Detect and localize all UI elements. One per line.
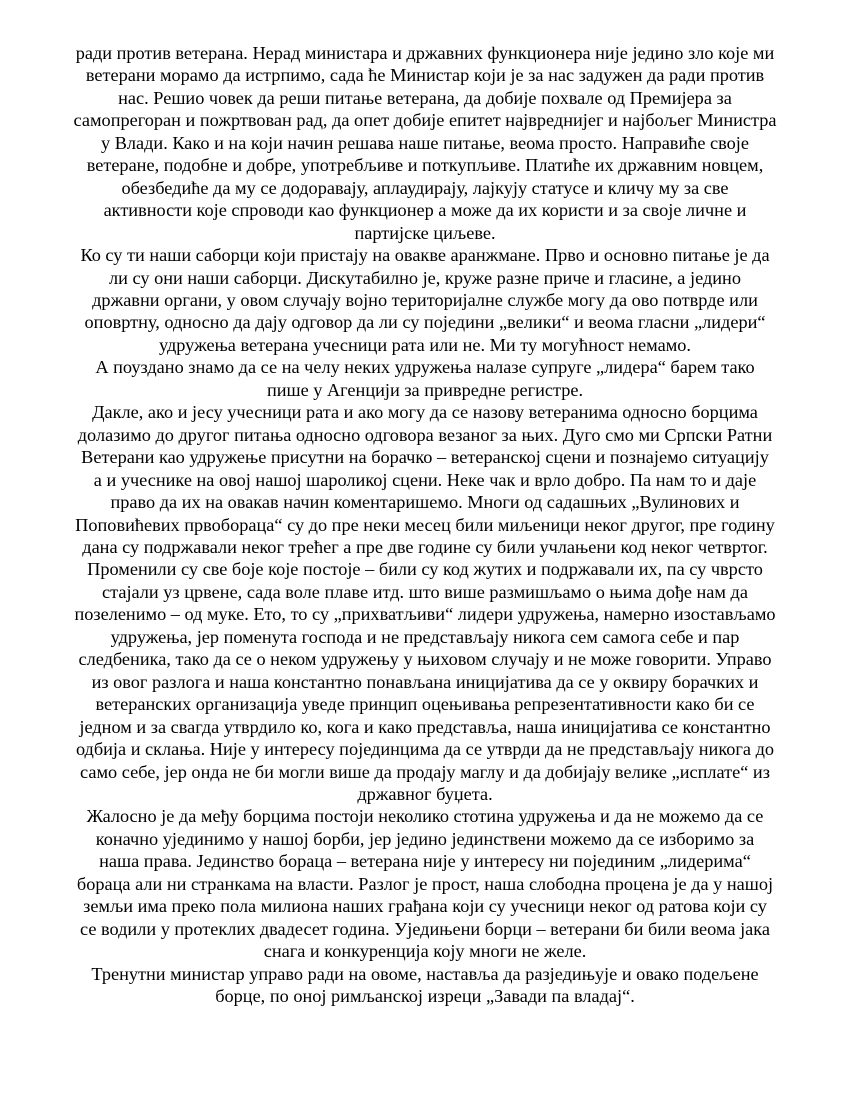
- text-line: државног буџета.: [357, 783, 493, 804]
- text-line: нас. Решио човек да реши питање ветерана, да добије похвале од Премијера за: [118, 87, 732, 108]
- text-line: стајали уз црвене, сада воле плаве итд. што више размишљамо о њима дође нам да: [102, 581, 748, 602]
- text-line: партијске циљеве.: [354, 222, 496, 243]
- text-line: ветерани морамо да истрпимо, сада ће Министар који је за нас задужен да ради против: [85, 65, 765, 86]
- text-line: Променили су све боје које постоје – били су код жутих и подржавали их, па су чврсто: [87, 559, 763, 580]
- text-line: Ветерани као удружење присутни на борачко – ветеранској сцени и познајемо ситуацију: [81, 447, 769, 468]
- text-line: Ко су ти наши саборци који пристају на овакве аранжмане. Прво и основно питање је да: [80, 245, 770, 266]
- text-line: позеленимо – од муке. Ето, то су „прихватљиви“ лидери удружења, намерно изостављамо: [74, 604, 776, 625]
- text-line: дана су подржавали неког трећег а пре две године су били учлањени код неког четвртог.: [82, 536, 768, 557]
- text-line: Жалосно је да међу борцима постоји неколико стотина удружења и да не можемо да се: [86, 806, 764, 827]
- text-line: се водили у протеклих двадесет година. Уједињени борци – ветерани би били веома јака: [79, 918, 770, 939]
- text-line: коначно ујединимо у нашој борби, јер једино јединствени можемо да се изборимо за: [95, 828, 755, 849]
- text-line: снага и конкуренција коју многи не желе.: [263, 941, 587, 962]
- text-line: из овог разлога и наша константно понављана иницијатива да се у оквиру борачких и: [91, 671, 759, 692]
- text-line: ветеранских организација уведе принцип оцењивања репрезентативности како би се: [95, 694, 755, 715]
- text-line: једном и за свагда утврдило ко, кога и како представља, наша иницијатива се константно: [79, 716, 771, 737]
- text-line: активности које спроводи као функционер а може да их користи и за своје личне и: [103, 200, 747, 221]
- text-line: борце, по оној римљанској изреци „Завади па владај“.: [215, 986, 635, 1007]
- text-line: ли су они наши саборци. Дискутабилно је, круже разне приче и гласине, а једино: [109, 267, 741, 288]
- text-line: ради против ветерана. Нерад министара и државних функционера није једино зло које ми: [75, 43, 775, 63]
- text-line: одбија и склања. Није у интересу појединцима да се утврди да не представљају никога до: [75, 739, 775, 760]
- text-line: пише у Агенцији за привредне регистре.: [266, 379, 584, 400]
- text-line: државни органи, у овом случају војно територијалне службе могу да ово потврде или: [92, 289, 758, 310]
- text-line: следбеника, тако да се о неком удружењу у њиховом случају и не може говорити. Управо: [78, 649, 772, 670]
- text-line: оповртну, односно да дају одговор да ли су поједини „велики“ и веома гласни „лидери“: [84, 312, 766, 333]
- text-line: а и учеснике на овој нашој шароликој сцени. Неке чак и врло добро. Па нам то и даје: [93, 469, 757, 490]
- text-line: наша права. Јединство бораца – ветерана није у интересу ни појединим „лидерима“: [99, 851, 751, 872]
- text-line: обезбедиће да му се додоравају, аплаудирају, лајкују статусе и кличу му за све: [121, 177, 729, 198]
- text-line: само себе, јер онда не би могли више да продају маглу и да добијају велике „исплате“ из: [80, 761, 770, 782]
- text-line: долазимо до другог питања односно одговора везаног за њих. Дуго смо ми Српски Ратни: [77, 424, 773, 445]
- text-line: Тренутни министар управо ради на овоме, наставља да разједињује и овако подељене: [91, 963, 759, 984]
- text-line: бораца али ни странкама на власти. Разлог је прост, наша слободна процена је да у нашој: [76, 873, 774, 894]
- text-line: А поуздано знамо да се на челу неких удружења налазе супруге „лидера“ барем тако: [95, 357, 755, 378]
- text-line: право да их на овакав начин коментаришемо. Многи од садашњих „Вулинових и: [110, 492, 740, 513]
- document-body: [40, 42, 810, 1007]
- text-line: ветеране, подобне и добре, употребљиве и поткупљиве. Платиће их државним новцем,: [86, 155, 764, 176]
- text-line: у Влади. Како и на који начин решава наше питање, веома просто. Направиће своје: [100, 132, 750, 153]
- text-line: удружења, јер поменута господа и не представљају никога сем самога себе и пар: [110, 626, 740, 647]
- text-line: самопрегоран и пожртвован рад, да опет добије епитет највреднијег и најбољег Министра: [73, 110, 777, 131]
- text-line: Дакле, ако и јесу учесници рата и ако могу да се назову ветеранима односно борцима: [92, 402, 758, 423]
- text-line: удружења ветерана учесници рата или не. Ми ту могућност немамо.: [158, 334, 691, 355]
- text-line: земљи има преко пола милиона наших грађана који су учесници неког од ратова који су: [83, 896, 767, 917]
- text-line: Поповићевих првобораца“ су до пре неки месец били миљеници неког другог, пре годину: [75, 514, 775, 535]
